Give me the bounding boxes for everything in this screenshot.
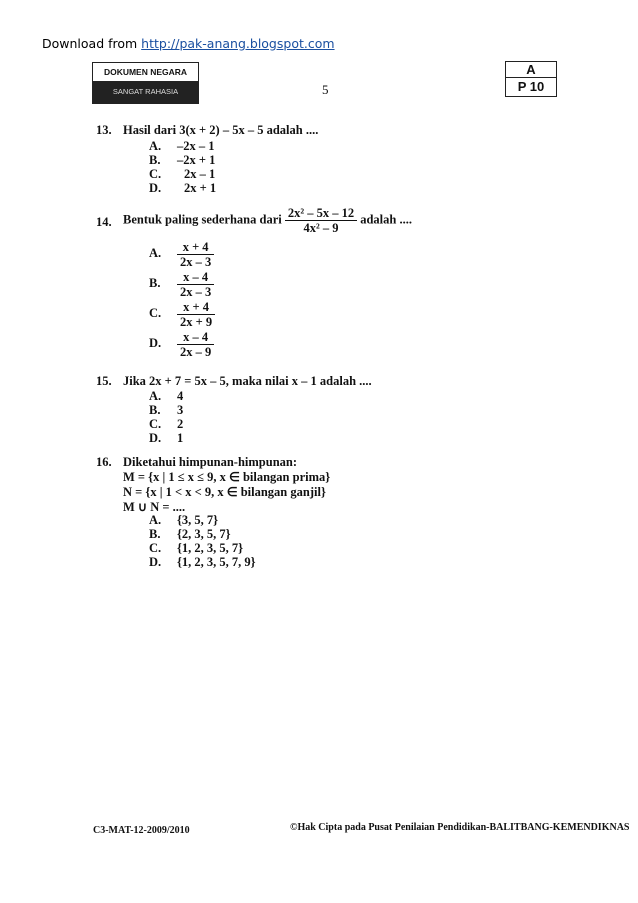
page-number: 5	[322, 82, 329, 97]
question-line: N = {x | 1 < x < 9, x ∈ bilangan ganjil}	[123, 485, 326, 499]
option-d: D. 2x + 1	[149, 181, 217, 195]
packet-code-box	[505, 61, 557, 97]
question-text: Bentuk paling sederhana dari $\frac{\text{2x² – 5x – 12}}{\text{4x² – 9}}$ adalah ....	[123, 206, 412, 235]
question-number: 14.	[96, 215, 112, 229]
question-number: 16.	[96, 455, 112, 469]
option-b: B. 3	[149, 403, 184, 417]
footer-code: C3-MAT-12-2009/2010	[93, 825, 190, 836]
question-number: 13.	[96, 123, 112, 137]
question-line: M = {x | 1 ≤ x ≤ 9, x ∈ bilangan prima}	[123, 470, 331, 484]
question-number: 15.	[96, 374, 112, 388]
option-c: C. $\frac{x + 4}{2x + 9}$	[149, 300, 215, 329]
option-d: D. $\frac{x - 4}{2x - 9}$	[149, 330, 214, 359]
option-c: C. {1, 2, 3, 5, 7}	[149, 541, 244, 555]
download-prefix: Download from	[42, 36, 142, 51]
footer-copyright: ©Hak Cipta pada Pusat Penilaian Pendidikan-BALITBANG-KEMENDIKNAS	[290, 822, 630, 833]
option-b: B. –2x + 1	[149, 153, 216, 167]
option-b: B. {2, 3, 5, 7}	[149, 527, 231, 541]
question-line: M ∪ N = ....	[123, 500, 186, 514]
option-b: B. $\frac{x - 4}{2x - 3}$	[149, 270, 214, 299]
packet-code: P 10	[517, 79, 545, 94]
option-a: A. $\frac{x + 4}{2x - 3}$	[149, 240, 214, 269]
question-text: Jika 2x + 7 = 5x – 5, maka nilai x – 1 adalah ....	[123, 374, 372, 388]
option-c: C. 2x – 1	[149, 167, 216, 181]
doc-label-bottom: SANGAT RAHASIA	[93, 81, 198, 103]
blog-link[interactable]: http://pak-anang.blogspot.com	[141, 36, 335, 51]
document-classification-box	[92, 62, 199, 104]
option-a: A. {3, 5, 7}	[149, 513, 219, 527]
option-c: C. 2	[149, 417, 184, 431]
option-a: A. –2x – 1	[149, 139, 215, 153]
download-notice	[42, 36, 335, 51]
doc-label-top: DOKUMEN NEGARA	[103, 67, 188, 77]
option-a: A. 4	[149, 389, 184, 403]
packet-letter: A	[506, 62, 556, 78]
question-fraction: $\frac{\text{2x² – 5x – 12}}{\text{4x² – 9}}$	[285, 206, 357, 235]
question-text: Hasil dari 3(x + 2) – 5x – 5 adalah ....	[123, 123, 319, 137]
question-line: Diketahui himpunan-himpunan:	[123, 455, 298, 469]
option-d: D. 1	[149, 431, 184, 445]
option-d: D. {1, 2, 3, 5, 7, 9}	[149, 555, 256, 569]
